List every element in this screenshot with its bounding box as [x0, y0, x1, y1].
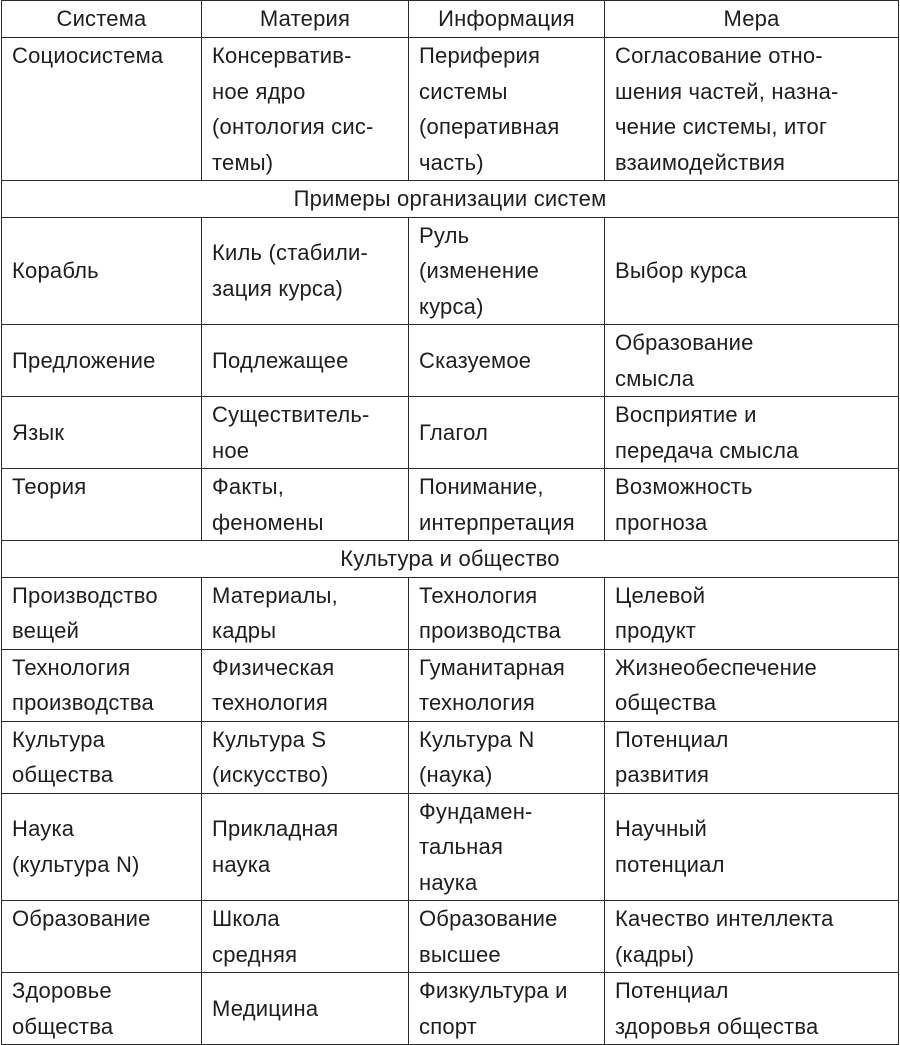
cell-measure: Научный потенциал — [605, 793, 899, 901]
table-row — [2, 901, 899, 973]
cell-information: Культура N (наука) — [409, 721, 605, 793]
cell-matter: Подлежащее — [202, 325, 409, 397]
cell-information: Сказуемое — [409, 325, 605, 397]
cell-information: Руль (изменение курса) — [409, 217, 605, 325]
cell-system: Технология производства — [2, 649, 202, 721]
cell-system: Образование — [2, 901, 202, 973]
section-row — [2, 541, 899, 578]
cell-measure: Потенциал здоровья общества — [605, 973, 899, 1045]
cell-measure: Потенциал развития — [605, 721, 899, 793]
cell-information: Образование высшее — [409, 901, 605, 973]
cell-information: Понимание, интерпретация — [409, 469, 605, 541]
cell-information: Технология производства — [409, 577, 605, 649]
cell-matter: Киль (стабили- зация курса) — [202, 217, 409, 325]
table-row — [2, 217, 899, 325]
section-title: Культура и общество — [2, 541, 899, 578]
cell-system: Социосистема — [2, 38, 202, 181]
cell-system: Язык — [2, 397, 202, 469]
table-row — [2, 973, 899, 1045]
table-row — [2, 325, 899, 397]
cell-information: Физкультура и спорт — [409, 973, 605, 1045]
cell-matter: Школа средняя — [202, 901, 409, 973]
cell-matter: Факты, феномены — [202, 469, 409, 541]
cell-measure: Выбор курса — [605, 217, 899, 325]
table-row — [2, 469, 899, 541]
cell-matter: Медицина — [202, 973, 409, 1045]
cell-matter: Консерватив- ное ядро (онтология сис- темы) — [202, 38, 409, 181]
header-row — [2, 1, 899, 38]
cell-matter: Материалы, кадры — [202, 577, 409, 649]
header-mera: Мера — [605, 1, 899, 38]
cell-measure: Возможность прогноза — [605, 469, 899, 541]
cell-system: Теория — [2, 469, 202, 541]
cell-measure: Восприятие и передача смысла — [605, 397, 899, 469]
table-row — [2, 397, 899, 469]
section-row — [2, 181, 899, 218]
cell-information: Гуманитарная технология — [409, 649, 605, 721]
cell-matter: Существитель- ное — [202, 397, 409, 469]
cell-measure: Жизнеобеспечение общества — [605, 649, 899, 721]
cell-measure: Согласование отно- шения частей, назна- чение системы, итог взаимодействия — [605, 38, 899, 181]
header-sistema: Система — [2, 1, 202, 38]
cell-measure: Целевой продукт — [605, 577, 899, 649]
table-body — [2, 38, 899, 1045]
table-row — [2, 793, 899, 901]
cell-system: Здоровье общества — [2, 973, 202, 1045]
header-materiya: Материя — [202, 1, 409, 38]
cell-measure: Качество интеллекта (кадры) — [605, 901, 899, 973]
table-row — [2, 38, 899, 181]
cell-system: Корабль — [2, 217, 202, 325]
cell-matter: Прикладная наука — [202, 793, 409, 901]
cell-system: Производство вещей — [2, 577, 202, 649]
table-row — [2, 721, 899, 793]
table-row — [2, 577, 899, 649]
cell-information: Фундамен- тальная наука — [409, 793, 605, 901]
header-informatsiya: Информация — [409, 1, 605, 38]
cell-system: Культура общества — [2, 721, 202, 793]
cell-system: Предложение — [2, 325, 202, 397]
cell-measure: Образование смысла — [605, 325, 899, 397]
cell-system: Наука (культура N) — [2, 793, 202, 901]
cell-matter: Физическая технология — [202, 649, 409, 721]
cell-matter: Культура S (искусство) — [202, 721, 409, 793]
systems-table — [1, 0, 899, 1045]
cell-information: Глагол — [409, 397, 605, 469]
section-title: Примеры организации систем — [2, 181, 899, 218]
table-row — [2, 649, 899, 721]
cell-information: Периферия системы (оперативная часть) — [409, 38, 605, 181]
